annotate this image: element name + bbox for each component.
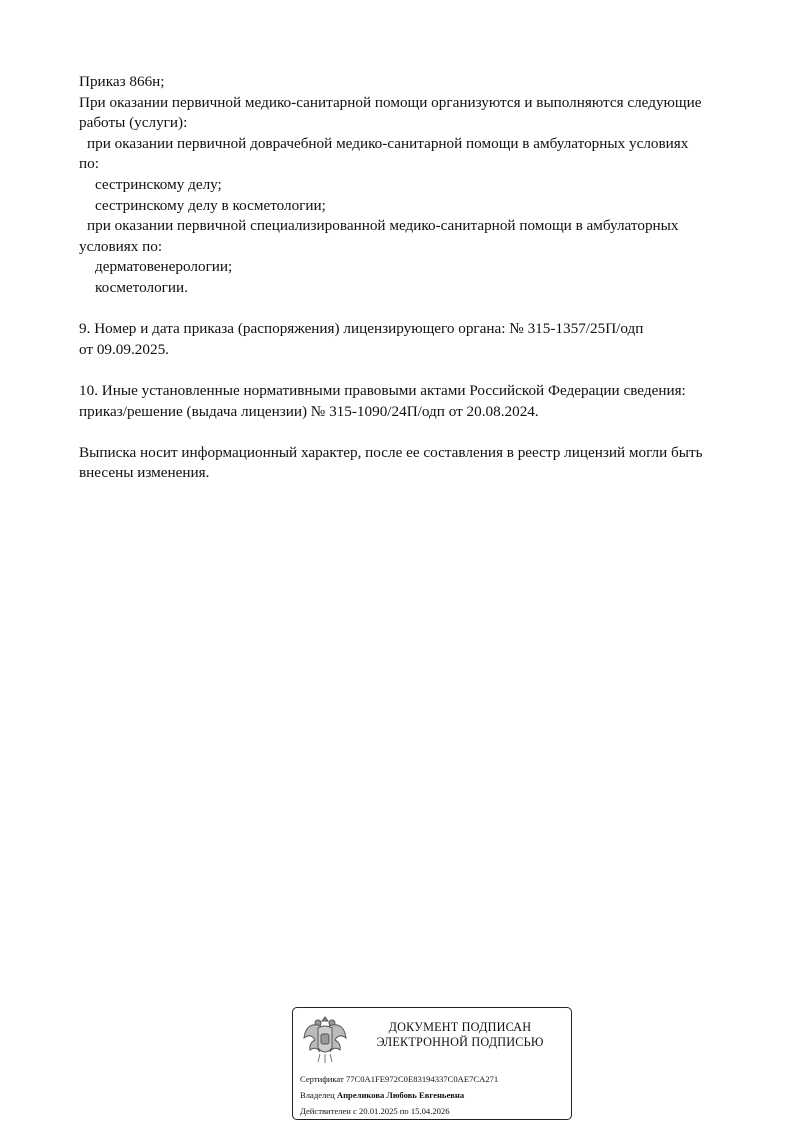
item-9-line-1: 9. Номер и дата приказа (распоряжения) лицензирующего органа: № 315-1357/25П/одп (79, 320, 644, 338)
spacer (79, 299, 784, 320)
certificate-value: 77C0A1FE972C0E83194337C0AE7CA271 (345, 1074, 499, 1084)
service-item: сестринскому делу в косметологии; (95, 196, 326, 214)
spacer (79, 422, 784, 443)
section-specialized-heading-line-2: условиях по: (79, 237, 163, 255)
service-item: сестринскому делу; (95, 175, 222, 193)
service-item: дерматовенерологии; (95, 258, 233, 276)
owner-row (300, 1087, 568, 1103)
order-reference: Приказ 866н; (79, 73, 165, 90)
owner-value: Апреликова Любовь Евгеньевна (336, 1090, 465, 1100)
electronic-signature-stamp (292, 1007, 572, 1120)
item-10-line-2: приказ/решение (выдача лицензии) № 315-1090/24П/одп от 20.08.2024. (79, 402, 539, 420)
stamp-details (300, 1071, 568, 1119)
services-intro-line-1: При оказании первичной медико-санитарной помощи организуются и выполняются следующие (79, 93, 702, 111)
stamp-title (355, 1020, 565, 1050)
validity-row: Действителен с 20.01.2025 по 15.04.2026 (300, 1106, 450, 1116)
document-body (79, 72, 784, 484)
disclaimer-line-2: внесены изменения. (79, 464, 210, 482)
service-item: косметологии. (95, 278, 188, 296)
certificate-row (300, 1071, 568, 1087)
item-10-line-1: 10. Иные установленные нормативными правовыми актами Российской Федерации сведения: (79, 381, 686, 399)
certificate-label: Сертификат (300, 1074, 344, 1084)
services-intro-line-2: работы (услуги): (79, 114, 188, 132)
section-specialized-heading-line-1: при оказании первичной специализированной медико-санитарной помощи в амбулаторных (87, 217, 679, 235)
owner-label: Владелец (300, 1090, 335, 1100)
stamp-title-line-2: ЭЛЕКТРОННОЙ ПОДПИСЬЮ (376, 1035, 544, 1049)
section-prehospital-heading-line-1: при оказании первичной доврачебной медико-санитарной помощи в амбулаторных условиях (87, 134, 689, 152)
stamp-title-line-1: ДОКУМЕНТ ПОДПИСАН (388, 1020, 532, 1034)
item-9-line-2: от 09.09.2025. (79, 340, 169, 358)
disclaimer-line-1: Выписка носит информационный характер, после ее составления в реестр лицензий могли быть (79, 443, 703, 461)
section-prehospital-heading-line-2: по: (79, 155, 99, 173)
spacer (79, 360, 784, 381)
russian-coat-of-arms-icon (301, 1014, 349, 1066)
